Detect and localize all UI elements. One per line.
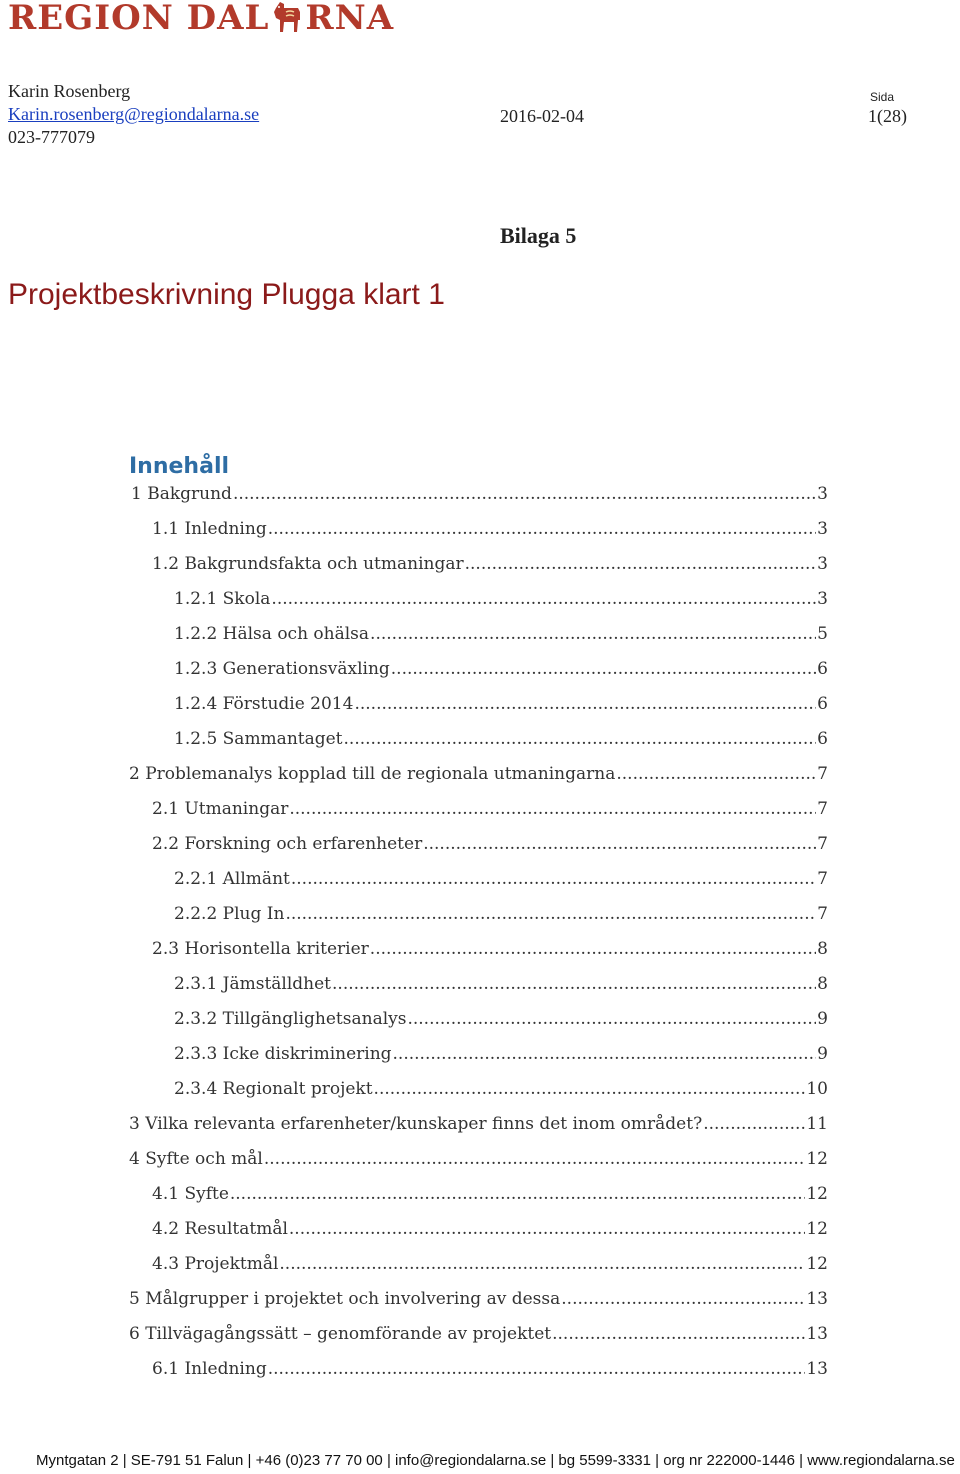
- toc-leader-dots: [370, 939, 816, 959]
- toc-entry-page: 12: [806, 1254, 828, 1274]
- toc-leader-dots: [233, 484, 816, 504]
- toc-leader-dots: [407, 1009, 816, 1029]
- toc-entry[interactable]: [174, 1079, 828, 1109]
- toc-heading: Innehåll: [129, 454, 230, 479]
- toc-entry[interactable]: [129, 1149, 828, 1179]
- toc-entry[interactable]: [131, 484, 828, 514]
- toc-leader-dots: [268, 1359, 806, 1379]
- toc-leader-dots: [391, 659, 816, 679]
- toc-leader-dots: [271, 589, 816, 609]
- toc-entry[interactable]: [174, 659, 828, 689]
- toc-entry-title: 1.2 Bakgrundsfakta och utmaningar: [152, 554, 464, 574]
- toc-leader-dots: [616, 764, 816, 784]
- toc-entry-page: 7: [817, 799, 828, 819]
- toc-entry-title: 2.2.2 Plug In: [174, 904, 285, 924]
- toc-entry-title: 4.1 Syfte: [152, 1184, 229, 1204]
- toc-leader-dots: [703, 1114, 805, 1134]
- toc-entry-page: 3: [817, 519, 828, 539]
- toc-entry-title: 1.1 Inledning: [152, 519, 267, 539]
- toc-entry-title: 3 Vilka relevanta erfarenheter/kunskaper finns det inom området?: [129, 1114, 703, 1134]
- toc-entry-title: 4 Syfte och mål: [129, 1149, 263, 1169]
- toc-entry-title: 2.3.4 Regionalt projekt: [174, 1079, 373, 1099]
- toc-entry-title: 1.2.4 Förstudie 2014: [174, 694, 354, 714]
- toc-entry-title: 1.2.1 Skola: [174, 589, 271, 609]
- toc-entry-page: 3: [817, 484, 828, 504]
- toc-entry-title: 1.2.5 Sammantaget: [174, 729, 343, 749]
- toc-entry-title: 4.2 Resultatmål: [152, 1219, 288, 1239]
- toc-entry-title: 2.3.1 Jämställdhet: [174, 974, 332, 994]
- toc-entry[interactable]: [174, 729, 828, 759]
- toc-entry-page: 13: [806, 1289, 828, 1309]
- toc-entry[interactable]: [129, 764, 828, 794]
- toc-entry-page: 8: [817, 939, 828, 959]
- logo-text-left: REGION DAL: [8, 0, 270, 38]
- toc-leader-dots: [285, 904, 816, 924]
- toc-entry[interactable]: [174, 589, 828, 619]
- toc-entry-title: 2.3.2 Tillgänglighetsanalys: [174, 1009, 407, 1029]
- toc-entry-page: 7: [817, 869, 828, 889]
- toc-entry-page: 9: [817, 1044, 828, 1064]
- toc-entry-page: 7: [817, 904, 828, 924]
- toc-entry[interactable]: [174, 869, 828, 899]
- toc-entry-title: 2.2 Forskning och erfarenheter: [152, 834, 423, 854]
- toc-entry-page: 10: [806, 1079, 828, 1099]
- toc-leader-dots: [393, 1044, 817, 1064]
- appendix-label: Bilaga 5: [500, 223, 577, 248]
- toc-entry-title: 1 Bakgrund: [131, 484, 232, 504]
- toc-entry[interactable]: [152, 1184, 828, 1214]
- toc-leader-dots: [423, 834, 816, 854]
- toc-entry-title: 6.1 Inledning: [152, 1359, 267, 1379]
- logo-text-right: RNA: [305, 0, 395, 38]
- toc-entry-page: 3: [817, 554, 828, 574]
- toc-entry-title: 6 Tillvägagångssätt – genomförande av projektet: [129, 1324, 552, 1344]
- footer-contact: Myntgatan 2 | SE-791 51 Falun | +46 (0)23 77 70 00 | info@regiondalarna.se | bg 5599-3331 | org nr 222000-1446 | www.regiondalarna.se: [36, 1452, 955, 1469]
- toc-entry[interactable]: [129, 1324, 828, 1354]
- toc-entry-page: 13: [806, 1359, 828, 1379]
- toc-leader-dots: [291, 869, 816, 889]
- sender-phone: 023-777079: [8, 127, 95, 147]
- toc-leader-dots: [374, 1079, 806, 1099]
- toc-entry[interactable]: [152, 939, 828, 969]
- toc-leader-dots: [561, 1289, 805, 1309]
- toc-entry-title: 1.2.3 Generationsväxling: [174, 659, 390, 679]
- toc-entry-page: 6: [817, 694, 828, 714]
- toc-entry-title: 2.1 Utmaningar: [152, 799, 289, 819]
- toc-entry[interactable]: [174, 624, 828, 654]
- toc-entry-title: 1.2.2 Hälsa och ohälsa: [174, 624, 370, 644]
- toc-leader-dots: [268, 519, 816, 539]
- sender-name: Karin Rosenberg: [8, 81, 131, 101]
- page-label: Sida: [870, 90, 895, 104]
- toc-entry[interactable]: [152, 834, 828, 864]
- toc-entry-title: 2.2.1 Allmänt: [174, 869, 290, 889]
- toc-entry[interactable]: [129, 1114, 828, 1144]
- toc-entry[interactable]: [174, 1044, 828, 1074]
- toc-entry-page: 8: [817, 974, 828, 994]
- toc-leader-dots: [289, 1219, 805, 1239]
- toc-entry-page: 6: [817, 659, 828, 679]
- region-dalarna-logo: [8, 0, 394, 38]
- toc-entry-title: 2.3 Horisontella kriterier: [152, 939, 369, 959]
- toc-entry-page: 12: [806, 1219, 828, 1239]
- toc-leader-dots: [465, 554, 817, 574]
- toc-entry-page: 5: [817, 624, 828, 644]
- document-title: Projektbeskrivning Plugga klart 1: [8, 278, 445, 311]
- toc-entry[interactable]: [152, 1359, 828, 1389]
- toc-entry[interactable]: [152, 1254, 828, 1284]
- dala-horse-icon: [270, 0, 304, 43]
- toc-leader-dots: [230, 1184, 805, 1204]
- toc-entry-page: 13: [806, 1324, 828, 1344]
- sender-block: [8, 80, 259, 149]
- toc-entry-page: 11: [806, 1114, 828, 1134]
- toc-leader-dots: [552, 1324, 805, 1344]
- toc-entry[interactable]: [152, 1219, 828, 1249]
- toc-entry-page: 9: [817, 1009, 828, 1029]
- toc-entry[interactable]: [174, 974, 828, 1004]
- toc-leader-dots: [279, 1254, 805, 1274]
- toc-leader-dots: [289, 799, 816, 819]
- toc-leader-dots: [264, 1149, 806, 1169]
- toc-entry-page: 12: [806, 1184, 828, 1204]
- page-number: 1(28): [868, 106, 907, 126]
- toc-entry-title: 5 Målgrupper i projektet och involvering av dessa: [129, 1289, 561, 1309]
- toc-entry[interactable]: [152, 799, 828, 829]
- toc-entry[interactable]: [174, 1009, 828, 1039]
- toc-entry-title: 2 Problemanalys kopplad till de regionala utmaningarna: [129, 764, 616, 784]
- sender-email-link[interactable]: Karin.rosenberg@regiondalarna.se: [8, 104, 260, 124]
- toc-entry-page: 7: [817, 834, 828, 854]
- toc-entry[interactable]: [174, 904, 828, 934]
- document-date: 2016-02-04: [500, 106, 584, 126]
- toc-entry-page: 12: [806, 1149, 828, 1169]
- toc-entry[interactable]: [152, 519, 828, 549]
- toc-entry-page: 7: [817, 764, 828, 784]
- toc-leader-dots: [354, 694, 816, 714]
- toc-leader-dots: [344, 729, 817, 749]
- toc-entry-title: 2.3.3 Icke diskriminering: [174, 1044, 392, 1064]
- toc-leader-dots: [370, 624, 816, 644]
- toc-entry-page: 6: [817, 729, 828, 749]
- toc-entry[interactable]: [174, 694, 828, 724]
- toc-entry-title: 4.3 Projektmål: [152, 1254, 279, 1274]
- toc-entry[interactable]: [152, 554, 828, 584]
- toc-leader-dots: [332, 974, 816, 994]
- toc-entry-page: 3: [817, 589, 828, 609]
- toc-entry[interactable]: [129, 1289, 828, 1319]
